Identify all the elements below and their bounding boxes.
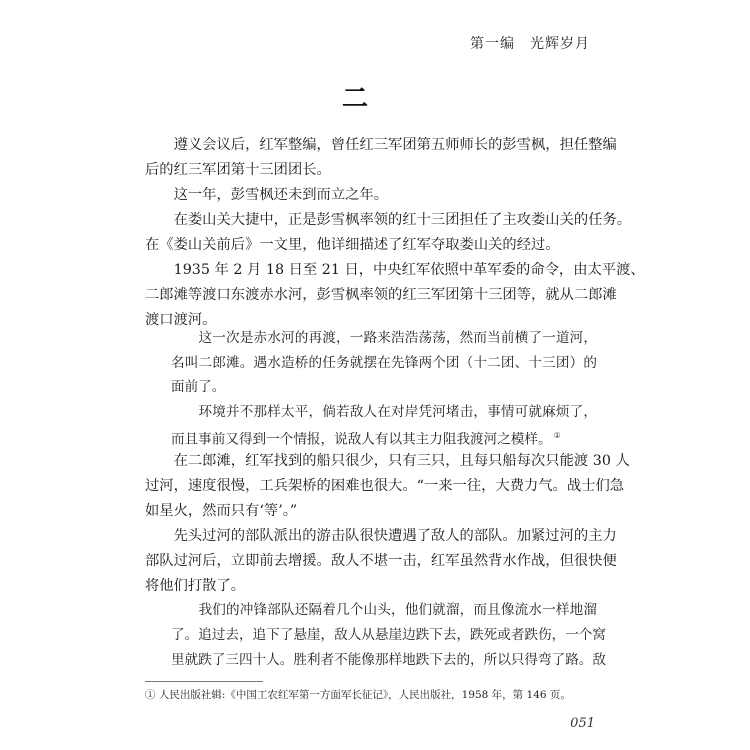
quote-text: 而且事前又得到一个情报，说敌人有以其主力阻我渡河之模样。 [171, 431, 552, 448]
quote-line [171, 426, 597, 450]
footnote-rule [145, 681, 263, 682]
paragraph-line: 先头过河的部队派出的游击队很快遭遇了敌人的部队。加紧过河的主力 [145, 528, 617, 544]
footnote: ① 人民出版社辑:《中国工农红军第一方面军长征记》，人民出版社，1958 年，第 146 页。 [145, 689, 571, 701]
quote-line: 名叫二郎滩。遇水造桥的任务就摆在先锋两个团（十二团、十三团）的 [171, 355, 597, 371]
quote-line: 里就跌了三四十人。胜利者不能像那样地跌下去的，所以只得弯了路。敌 [171, 652, 606, 668]
paragraph-line: 在《娄山关前后》一文里，他详细描述了红军夺取娄山关的经过。 [145, 237, 560, 253]
paragraph-line: 后的红三军团第十三团团长。 [145, 162, 331, 178]
quote-line: 面前了。 [171, 379, 226, 395]
paragraph-line: 遵义会议后，红军整编，曾任红三军团第五师师长的彭雪枫，担任整编 [145, 137, 617, 153]
quote-line: 这一次是赤水河的再渡，一路来浩浩荡荡，然而当前横了一道河， [171, 330, 597, 346]
quote-line: 了。追过去，追下了悬崖，敌人从悬崖边跌下去，跌死或者跌伤，一个窝 [171, 627, 606, 643]
paragraph-line: 这一年，彭雪枫还未到而立之年。 [145, 187, 389, 203]
paragraph-line: 渡口渡河。 [145, 312, 217, 328]
paragraph-line: 如星火，然而只有‘等’。” [145, 503, 298, 519]
quote-line: 环境并不那样太平，倘若敌人在对岸凭河堵击，事情可就麻烦了， [171, 404, 597, 420]
paragraph-line: 过河，速度很慢，工兵架桥的困难也很大。“一来一往，大费力气。战士们急 [145, 478, 625, 494]
paragraph-line: 1935 年 2 月 18 日至 21 日，中央红军依照中革军委的命令，由太平渡、 [145, 262, 645, 278]
footnote-ref[interactable]: ① [553, 431, 561, 440]
paragraph-line: 将他们打散了。 [145, 578, 246, 594]
page-number: 051 [570, 716, 595, 731]
paragraph-line: 在二郎滩，红军找到的船只很少，只有三只，且每只船每次只能渡 30 人 [145, 453, 630, 469]
paragraph-line: 部队过河后，立即前去增援。敌人不堪一击，红军虽然背水作战，但很快便 [145, 553, 617, 569]
running-head: 第一编 光辉岁月 [470, 36, 590, 52]
section-number: 二 [341, 84, 368, 114]
paragraph-line: 二郎滩等渡口东渡赤水河，彭雪枫率领的红三军团第十三团等，就从二郎滩 [145, 287, 617, 303]
quote-line: 我们的冲锋部队还隔着几个山头，他们就溜，而且像流水一样地溜 [171, 602, 597, 618]
paragraph-line: 在娄山关大捷中，正是彭雪枫率领的红十三团担任了主攻娄山关的任务。 [145, 212, 632, 228]
